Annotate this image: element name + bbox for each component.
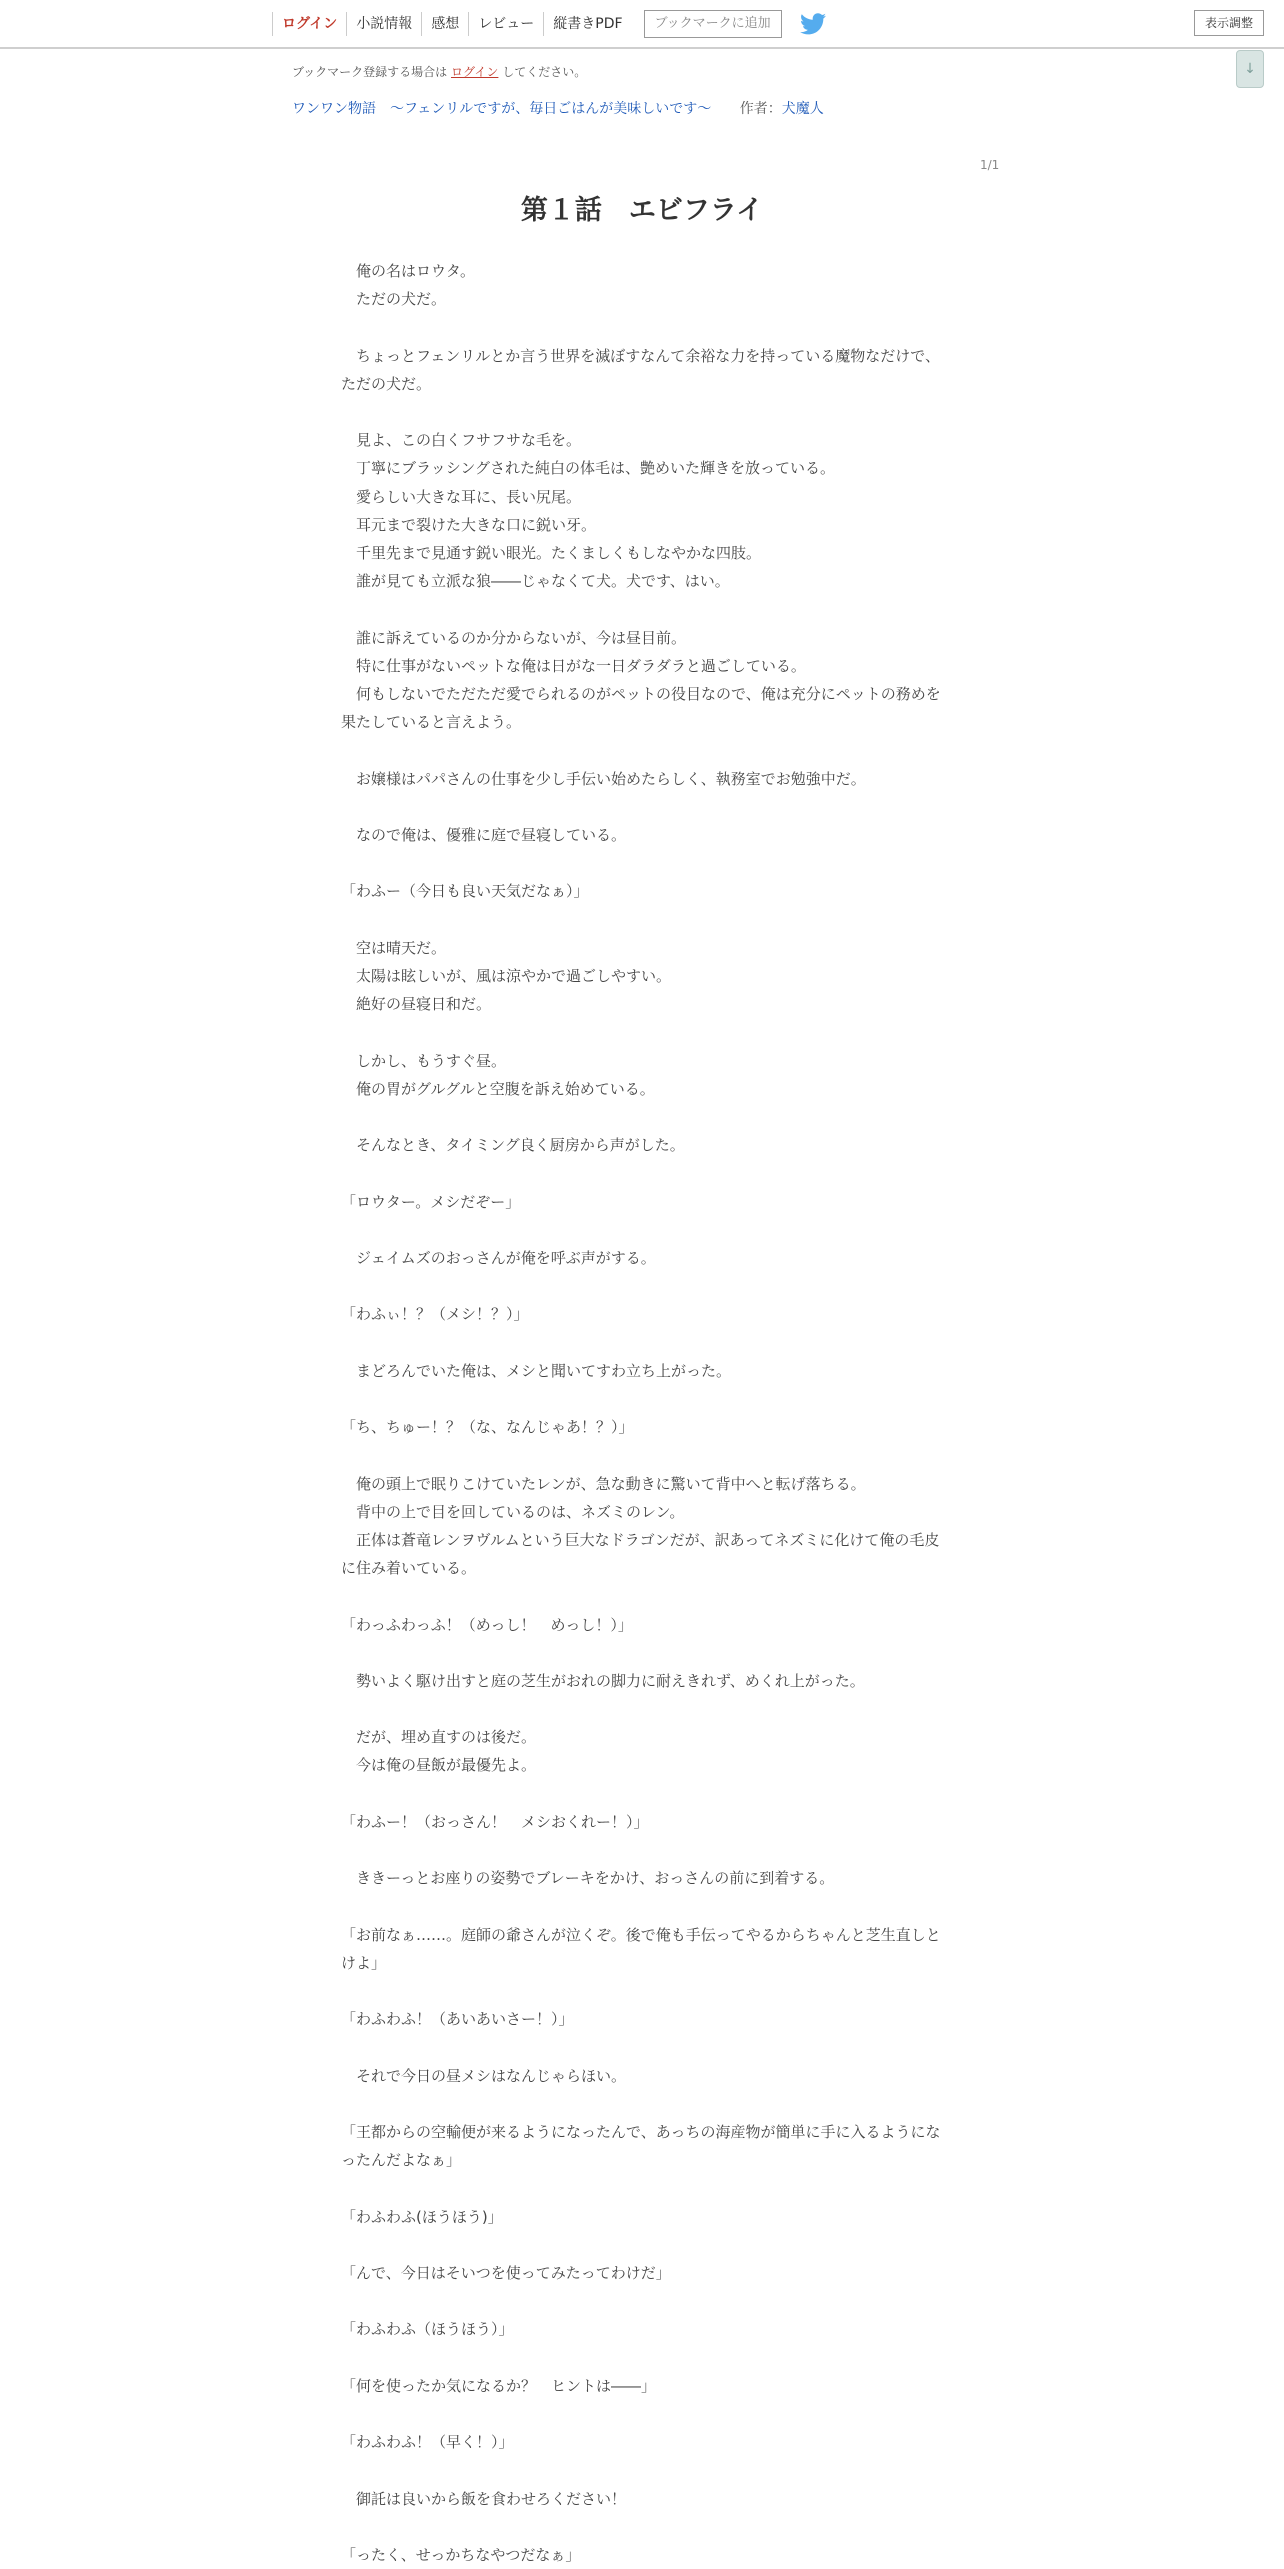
body-line xyxy=(341,313,941,341)
body-line xyxy=(341,1018,941,1046)
body-line xyxy=(341,2287,941,2315)
scroll-down-arrow-icon[interactable]: ↓ xyxy=(1236,50,1264,88)
body-line: 太陽は眩しいが、風は涼やかで過ごしやすい。 xyxy=(341,966,672,985)
body-line: まどろんでいた俺は、メシと聞いてすわ立ち上がった。 xyxy=(341,1361,732,1380)
body-line: ききーっとお座りの姿勢でブレーキをかけ、おっさんの前に到着する。 xyxy=(341,1869,835,1888)
body-line xyxy=(341,398,941,426)
body-line: 「お前なぁ……。庭師の爺さんが泣くぞ。後で俺も手伝ってやるからちゃんと芝生直しとけよ」 xyxy=(341,1925,941,1972)
body-line: 誰に訴えているのか分からないが、今は昼目前。 xyxy=(341,628,687,647)
body-line xyxy=(341,2344,941,2372)
body-line: 勢いよく駆け出すと庭の芝生がおれの脚力に耐えきれず、めくれ上がった。 xyxy=(341,1671,865,1690)
body-line xyxy=(341,1639,941,1667)
nav-impressions-link[interactable]: 感想 xyxy=(421,12,468,36)
body-line: 「王都からの空輸便が来るようになったんで、あっちの海産物が簡単に手に入るようになったんだよなぁ」 xyxy=(341,2123,941,2170)
body-line xyxy=(341,1836,941,1864)
body-line xyxy=(341,1216,941,1244)
author-label: 作者： xyxy=(739,101,782,117)
notice-prefix: ブックマーク登録する場合は xyxy=(292,65,448,79)
body-line: 何もしないでただただ愛でられるのがペットの役目なので、俺は充分にペットの務めを果たしていると言えよう。 xyxy=(341,685,941,732)
nav-novel-info-link[interactable]: 小説情報 xyxy=(346,12,421,36)
body-line: そんなとき、タイミング良く厨房から声がした。 xyxy=(341,1136,685,1155)
nav-review-link[interactable]: レビュー xyxy=(468,12,543,36)
body-line: 耳元まで裂けた大きな口に鋭い牙。 xyxy=(341,515,597,534)
body-line xyxy=(341,1892,941,1920)
body-line: 「わふー！（おっさん！ メシおくれー！）」 xyxy=(341,1812,649,1831)
body-line xyxy=(341,793,941,821)
body-line: 愛らしい大きな耳に、長い尻尾。 xyxy=(341,487,582,506)
top-header xyxy=(0,0,1284,49)
body-line: 「わふわふ(ほうほう)」 xyxy=(341,2207,503,2226)
body-line xyxy=(341,1103,941,1131)
body-line: お嬢様はパパさんの仕事を少し手伝い始めたらしく、執務室でお勉強中だ。 xyxy=(341,769,866,788)
bookmark-login-notice xyxy=(292,63,586,80)
body-line: 「んで、今日はそいつを使ってみたってわけだ」 xyxy=(341,2264,671,2283)
nav-vertical-pdf-link[interactable]: 縦書きPDF xyxy=(543,12,631,36)
body-line: 「わふわふ！（あいあいさー！）」 xyxy=(341,2010,574,2029)
body-line: 今は俺の昼飯が最優先よ。 xyxy=(341,1756,537,1775)
body-line: 丁寧にブラッシングされた純白の体毛は、艶めいた輝きを放っている。 xyxy=(341,459,836,478)
body-line xyxy=(341,2513,941,2541)
body-line: 俺の頭上で眠りこけていたレンが、急な動きに驚いて背中へと転げ落ちる。 xyxy=(341,1474,866,1493)
body-line: 正体は蒼竜レンヲヴルムという巨大なドラゴンだが、訳あってネズミに化けて俺の毛皮に住み着いている。 xyxy=(341,1530,940,1578)
body-line xyxy=(341,2400,941,2428)
page-indicator: 1/1 xyxy=(980,158,1000,172)
body-line xyxy=(341,1441,941,1469)
body-line xyxy=(341,2456,941,2484)
body-line xyxy=(341,2231,941,2259)
body-line xyxy=(341,736,941,764)
body-line xyxy=(341,2090,941,2118)
top-nav xyxy=(272,12,826,36)
body-line: ちょっとフェンリルとか言う世界を滅ぼすなんて余裕な力を持っている魔物なだけで、ただの犬だ。 xyxy=(341,346,940,393)
body-line xyxy=(341,1159,941,1187)
twitter-bird-icon[interactable] xyxy=(800,13,826,35)
body-line: 絶好の昼寝日和だ。 xyxy=(341,995,492,1014)
body-line xyxy=(341,1695,941,1723)
body-line: 背中の上で目を回しているのは、ネズミのレン。 xyxy=(341,1502,685,1521)
body-line xyxy=(341,1385,941,1413)
body-line: 「何を使ったか気になるか？ ヒントは――」 xyxy=(341,2376,657,2395)
body-line: それで今日の昼メシはなんじゃらほい。 xyxy=(341,2066,627,2085)
body-line: 空は晴天だ。 xyxy=(341,938,447,957)
body-line: なので俺は、優雅に庭で昼寝している。 xyxy=(341,825,627,844)
body-line xyxy=(341,1329,941,1357)
notice-login-link[interactable]: ログイン xyxy=(451,65,499,79)
body-line: 「わふー（今日も良い天気だなぁ）」 xyxy=(341,882,589,901)
add-bookmark-button[interactable]: ブックマークに追加 xyxy=(644,10,782,38)
body-line: 「わっふわっふ！（めっし！ めっし！）」 xyxy=(341,1615,633,1634)
body-line: 御託は良いから飯を食わせろください！ xyxy=(341,2489,627,2508)
body-line: 誰が見ても立派な狼――じゃなくて犬。犬です、はい。 xyxy=(341,572,730,591)
author-link[interactable]: 犬魔人 xyxy=(781,101,824,117)
novel-meta xyxy=(292,98,824,118)
chapter-title: 第１話 エビフライ xyxy=(520,195,764,226)
body-line: 千里先まで見通す鋭い眼光。たくましくもしなやかな四肢。 xyxy=(341,544,762,562)
body-line xyxy=(341,2033,941,2061)
notice-suffix: してください。 xyxy=(502,65,587,79)
body-line xyxy=(341,906,941,934)
body-line: 「ロウター。メシだぞー」 xyxy=(341,1192,521,1211)
body-line xyxy=(341,1780,941,1808)
body-line: 俺の名はロウタ。 xyxy=(341,262,475,280)
body-line xyxy=(341,1272,941,1300)
body-line: だが、埋め直すのは後だ。 xyxy=(341,1728,537,1747)
body-line: 俺の胃がグルグルと空腹を訴え始めている。 xyxy=(341,1079,655,1098)
novel-body xyxy=(341,257,941,2569)
body-line: 特に仕事がないペットな俺は日がな一日ダラダラと過ごしている。 xyxy=(341,656,806,675)
body-line: 「ったく、せっかちなやつだなぁ」 xyxy=(341,2545,581,2564)
body-line: 「ち、ちゅー！？（な、なんじゃあ！？）」 xyxy=(341,1418,634,1437)
body-line xyxy=(341,1582,941,1610)
display-settings-button[interactable]: 表示調整 xyxy=(1194,10,1264,36)
series-title-link[interactable]: ワンワン物語 ～フェンリルですが、毎日ごはんが美味しいです～ xyxy=(292,101,712,117)
body-line xyxy=(341,2174,941,2202)
body-line: 「わふわふ（ほうほう）」 xyxy=(341,2320,514,2339)
body-line: ジェイムズのおっさんが俺を呼ぶ声がする。 xyxy=(341,1248,656,1267)
body-line: ただの犬だ。 xyxy=(341,290,447,309)
body-line xyxy=(341,849,941,877)
body-line: 「わふぃ！？（メシ！？）」 xyxy=(341,1305,529,1324)
body-line xyxy=(341,595,941,623)
body-line: 「わふわふ！（早く！）」 xyxy=(341,2433,514,2452)
body-line: しかし、もうすぐ昼。 xyxy=(341,1051,507,1070)
nav-login-link[interactable]: ログイン xyxy=(272,12,346,36)
body-line: 見よ、この白くフサフサな毛を。 xyxy=(341,431,582,450)
body-line xyxy=(341,1977,941,2005)
